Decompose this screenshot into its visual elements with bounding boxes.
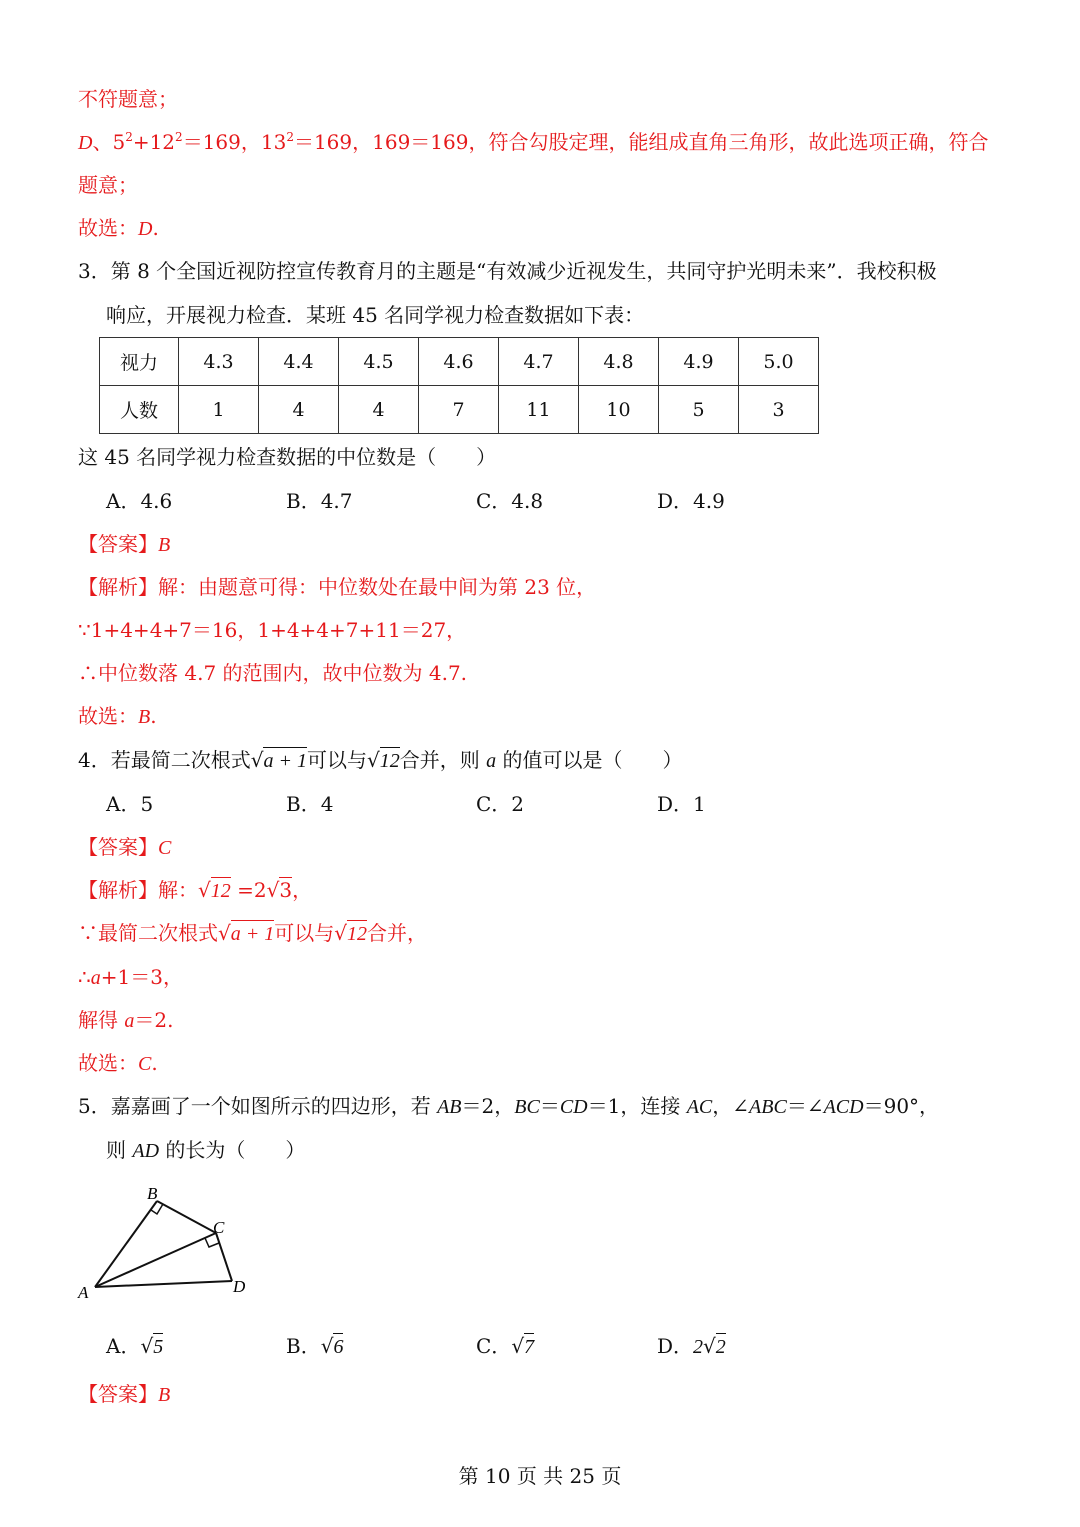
segment: BC: [514, 1096, 540, 1118]
sqrt-sign: √: [250, 748, 264, 772]
q3-option-a: A．4.6: [106, 489, 173, 513]
text: 、5: [92, 130, 126, 154]
segment-cd: [216, 1233, 232, 1281]
table-cell: 10: [579, 386, 659, 434]
q3-option-b: B．4.7: [286, 489, 353, 513]
table-cell: 4.6: [419, 338, 499, 386]
variable: a: [124, 1010, 135, 1032]
answer-letter: B: [158, 534, 171, 556]
text: 则: [106, 1138, 133, 1162]
sqrt-sign: √: [218, 921, 231, 945]
table-cell: 4.7: [499, 338, 579, 386]
exponent: 2: [286, 130, 294, 144]
segment: AC: [686, 1096, 713, 1118]
quadrilateral-figure: [70, 1180, 260, 1305]
right-angle-mark-c: [205, 1238, 219, 1247]
page-footer: 第 10 页 共 25 页: [458, 1464, 622, 1488]
vision-table: [99, 337, 819, 434]
table-header-cell: 视力: [100, 338, 179, 386]
sqrt-sign: √: [366, 748, 380, 772]
text: ＝2，: [461, 1094, 515, 1118]
radicand: a + 1: [263, 747, 307, 772]
q4-option-c: C．2: [476, 792, 525, 816]
q4-answer: [78, 834, 171, 861]
answer-letter: B: [158, 1384, 171, 1406]
radicand: 12: [347, 920, 367, 945]
q4-analysis-line1: [78, 877, 312, 904]
table-cell: 5: [659, 386, 739, 434]
q5-stem-line1: [78, 1093, 939, 1120]
sqrt-sign: √: [266, 878, 280, 902]
angle: ACD: [823, 1096, 864, 1118]
text: 故选：: [78, 704, 138, 728]
q3-analysis-line1: 【解析】解：由题意可得：中位数处在最中间为第 23 位，: [78, 575, 597, 599]
q4-stem: [78, 747, 682, 774]
table-row: [100, 386, 819, 434]
radicand: 12: [211, 877, 231, 902]
q4-option-b: B．4: [286, 792, 334, 816]
q3-analysis-line2: ∵1+4+4+7＝16，1+4+4+7+11＝27，: [78, 618, 467, 642]
text: 合并，则: [399, 748, 487, 772]
text: +12: [132, 130, 176, 154]
q3-stem-line1: 3．第 8 个全国近视防控宣传教育月的主题是“有效减少近视发生，共同守护光明未来”．我校积极: [78, 259, 937, 283]
q5-answer: [78, 1381, 170, 1408]
q5-option-a: A．√5: [106, 1334, 164, 1358]
text: .: [150, 704, 157, 728]
sqrt-sign: √: [334, 921, 347, 945]
text: ∴: [78, 965, 91, 989]
q2-tail-line2: [78, 129, 988, 156]
text: 5．嘉嘉画了一个如图所示的四边形，若: [78, 1094, 438, 1118]
answer-letter: C: [158, 837, 172, 859]
angle: ABC: [749, 1096, 787, 1118]
text: 合并，: [367, 921, 427, 945]
answer-letter: D: [138, 218, 153, 240]
table-cell: 4.9: [659, 338, 739, 386]
text: 可以与: [306, 748, 367, 772]
table-row: [100, 338, 819, 386]
radicand: 12: [380, 747, 400, 772]
label-b: B: [147, 1184, 158, 1203]
table-cell: 3: [739, 386, 819, 434]
label-c: C: [213, 1218, 225, 1237]
text: 故选：: [78, 216, 138, 240]
text: ∵最简二次根式: [78, 921, 218, 945]
q3-choose: [78, 703, 157, 730]
label-d: D: [233, 1277, 246, 1296]
exponent: 2: [125, 130, 133, 144]
table-cell: 11: [499, 386, 579, 434]
text: ，: [292, 878, 313, 902]
q2-tail-line1: 不符题意；: [78, 87, 178, 111]
text: ＝169，169＝169，符合勾股定理，能组成直角三角形，故此选项正确，符合: [293, 130, 989, 154]
segment: AB: [437, 1096, 462, 1118]
q3-option-d: D．4.9: [657, 489, 725, 513]
q5-option-d: D．2√2: [657, 1334, 726, 1358]
text: ＝169，13: [182, 130, 287, 154]
answer-label: 【答案】: [78, 1382, 158, 1406]
answer-letter: B: [138, 706, 151, 728]
text: 的值可以是（ ）: [496, 748, 683, 772]
segment: AD: [132, 1140, 160, 1162]
q4-analysis-line3: [78, 964, 183, 991]
q3-option-c: C．4.8: [476, 489, 544, 513]
text: 可以与: [274, 921, 335, 945]
text: 【解析】解：: [78, 878, 198, 902]
table-cell: 4.4: [259, 338, 339, 386]
table-cell: 4.3: [179, 338, 259, 386]
q3-analysis-line3: ∴中位数落 4.7 的范围内，故中位数为 4.7.: [78, 661, 468, 685]
q2-tail-line3: 题意；: [78, 173, 138, 197]
table-header-cell: 人数: [100, 386, 179, 434]
option-letter: D: [78, 132, 93, 154]
text: ＝: [539, 1094, 560, 1118]
sqrt-sign: √: [198, 878, 211, 902]
table-cell: 4: [259, 386, 339, 434]
text: =2: [230, 878, 267, 902]
radicand: 3: [279, 878, 293, 902]
text: ，∠: [712, 1094, 750, 1118]
label-a: A: [78, 1283, 89, 1302]
text: 解得: [78, 1008, 125, 1032]
segment-bc: [157, 1201, 216, 1233]
q3-answer: [78, 531, 170, 558]
q5-option-c: C．√7: [476, 1334, 535, 1358]
segment-ac: [95, 1233, 216, 1287]
q2-choose: [78, 215, 159, 242]
table-cell: 1: [179, 386, 259, 434]
q3-stem-line2: 响应，开展视力检查．某班 45 名同学视力检查数据如下表：: [106, 303, 645, 327]
answer-label: 【答案】: [78, 835, 158, 859]
q4-choose: [78, 1050, 158, 1077]
q5-option-b: B．√6: [286, 1334, 344, 1358]
table-cell: 4.5: [339, 338, 419, 386]
table-cell: 7: [419, 386, 499, 434]
text: ＝∠: [786, 1094, 824, 1118]
q4-option-a: A．5: [106, 792, 154, 816]
segment-ad: [95, 1281, 232, 1287]
text: ＝2.: [134, 1008, 174, 1032]
exponent: 2: [175, 130, 183, 144]
text: ＝90°，: [863, 1094, 940, 1118]
text: 故选：: [78, 1051, 138, 1075]
q4-option-d: D．1: [657, 792, 706, 816]
table-cell: 4.8: [579, 338, 659, 386]
radicand: a + 1: [231, 920, 275, 945]
table-cell: 4: [339, 386, 419, 434]
table-cell: 5.0: [739, 338, 819, 386]
q5-stem-line2: [106, 1137, 305, 1164]
text: .: [152, 216, 159, 240]
text: +1＝3，: [100, 965, 183, 989]
variable: a: [486, 750, 497, 772]
q4-analysis-line2: [78, 920, 427, 947]
text: .: [151, 1051, 158, 1075]
variable: a: [90, 967, 101, 989]
q4-analysis-line4: [78, 1007, 173, 1034]
text: ＝1，连接: [587, 1094, 687, 1118]
q3-question: 这 45 名同学视力检查数据的中位数是（ ）: [78, 445, 497, 469]
answer-letter: C: [138, 1053, 152, 1075]
text: 的长为（ ）: [159, 1138, 306, 1162]
segment: CD: [559, 1096, 588, 1118]
text: 4．若最简二次根式: [78, 748, 251, 772]
answer-label: 【答案】: [78, 532, 158, 556]
